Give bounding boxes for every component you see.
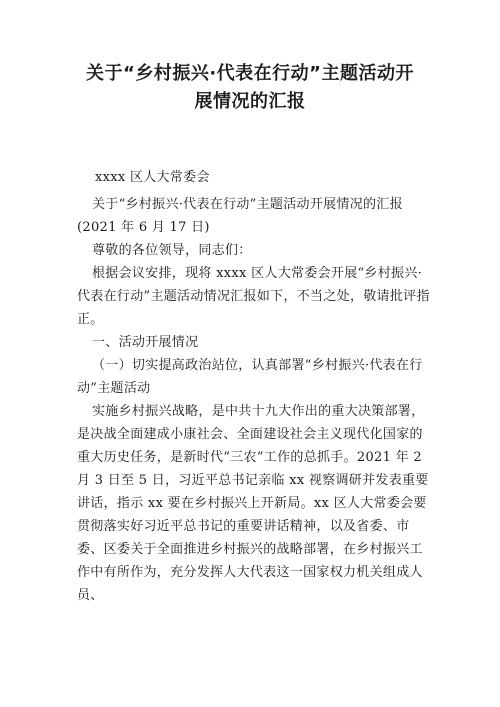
section-heading: 一、活动开展情况 [92, 335, 199, 350]
report-date: (2021 年 6 月 17 日) [77, 220, 210, 235]
salutation: 尊敬的各位领导，同志们： [92, 243, 252, 258]
report-title: 关于“乡村振兴·代表在行动”主题活动开展情况的汇报 [92, 197, 403, 212]
issuing-organization: xxxx 区人大常委会 [95, 170, 210, 185]
title-line-1: 关于“乡村振兴·代表在行动”主题活动开 [86, 63, 414, 84]
intro-paragraph: 根据会议安排，现将 xxxx 区人大常委会开展“乡村振兴·代表在行动”主题活动情况汇报如下，不当之处，敬请批评指正。 [77, 266, 430, 327]
title-line-2: 展情况的汇报 [194, 91, 306, 112]
body-paragraph: 实施乡村振兴战略，是中共十九大作出的重大决策部署，是决战全面建成小康社会、全面建设社会主义现代化国家的重大历史任务，是新时代“三农”工作的总抓手。2021 年 2 月 3 日至 5 日，习近平总书记亲临 xx 视察调研并发表重要讲话，指示 xx 要在乡村振兴上开新局。xx 区人大常委会要贯彻落实好习近平总书记的重要讲话精神，以及省委、市委、区委关于全面推进乡村振兴的战略部署，在乡村振兴工作中有所作为，充分发挥人大代表这一国家权力机关组成人员、 [77, 404, 429, 603]
subsection-heading: （一）切实提高政治站位，认真部署“乡村振兴·代表在行动”主题活动 [77, 358, 423, 396]
document-title [50, 60, 450, 116]
document-body [77, 166, 430, 607]
